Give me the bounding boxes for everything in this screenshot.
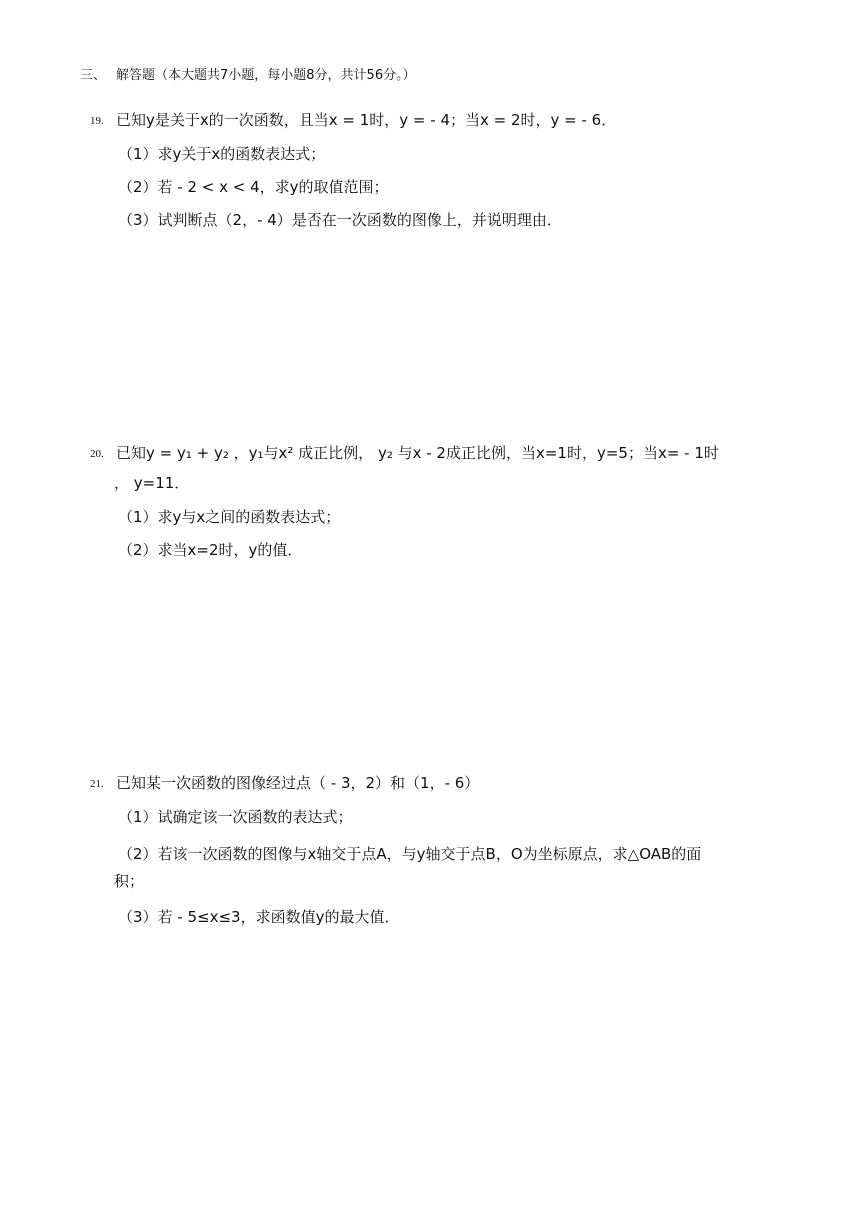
question-number: 19. [90,115,104,127]
question-number: 21. [90,778,104,790]
question-part-3: （3）若 ‐ 5≤x≤3，求函数值y的最大值． [118,908,400,926]
answer-space-20 [80,575,780,765]
question-part-2-continued: 积； [114,872,145,890]
question-text: 已知y = y₁ + y₂ ，y₁与x² 成正比例， y₂ 与x ‐ 2成正比例，当x=1时，y=5；当x= ‐ 1时 [116,444,719,462]
answer-space-21 [80,930,780,1190]
section-heading [80,66,416,86]
question-21 [90,773,790,926]
question-stem [90,773,790,794]
question-stem [90,443,790,464]
question-part-1: （1）求y关于x的函数表达式； [118,145,326,163]
question-part-2: （2）若 ‐ 2 < x < 4，求y的取值范围； [118,178,389,196]
question-text: 已知某一次函数的图像经过点（ ‐ 3，2）和（1，‐ 6） [116,774,480,792]
answer-space-19 [80,240,780,430]
question-part-2: （2）求当x=2时，y的值． [118,541,303,559]
question-stem-continued: ， y=11． [114,474,190,492]
question-text: 已知y是关于x的一次函数，且当x = 1时，y = ‐ 4；当x = 2时，y = ‐ 6． [116,111,617,129]
question-part-3: （3）试判断点（2，‐ 4）是否在一次函数的图像上，并说明理由． [118,211,562,229]
section-number: 三、 [80,68,107,83]
question-part-1: （1）求y与x之间的函数表达式； [118,508,341,526]
question-19 [90,110,790,229]
question-stem [90,110,790,131]
question-part-2: （2）若该一次函数的图像与x轴交于点A，与y轴交于点B，O为坐标原点，求△OAB的面 [118,845,702,863]
question-number: 20. [90,448,104,460]
section-title: 解答题（本大题共7小题，每小题8分，共计56分。） [116,68,416,83]
question-part-1: （1）试确定该一次函数的表达式； [118,808,353,826]
question-20 [90,443,790,559]
